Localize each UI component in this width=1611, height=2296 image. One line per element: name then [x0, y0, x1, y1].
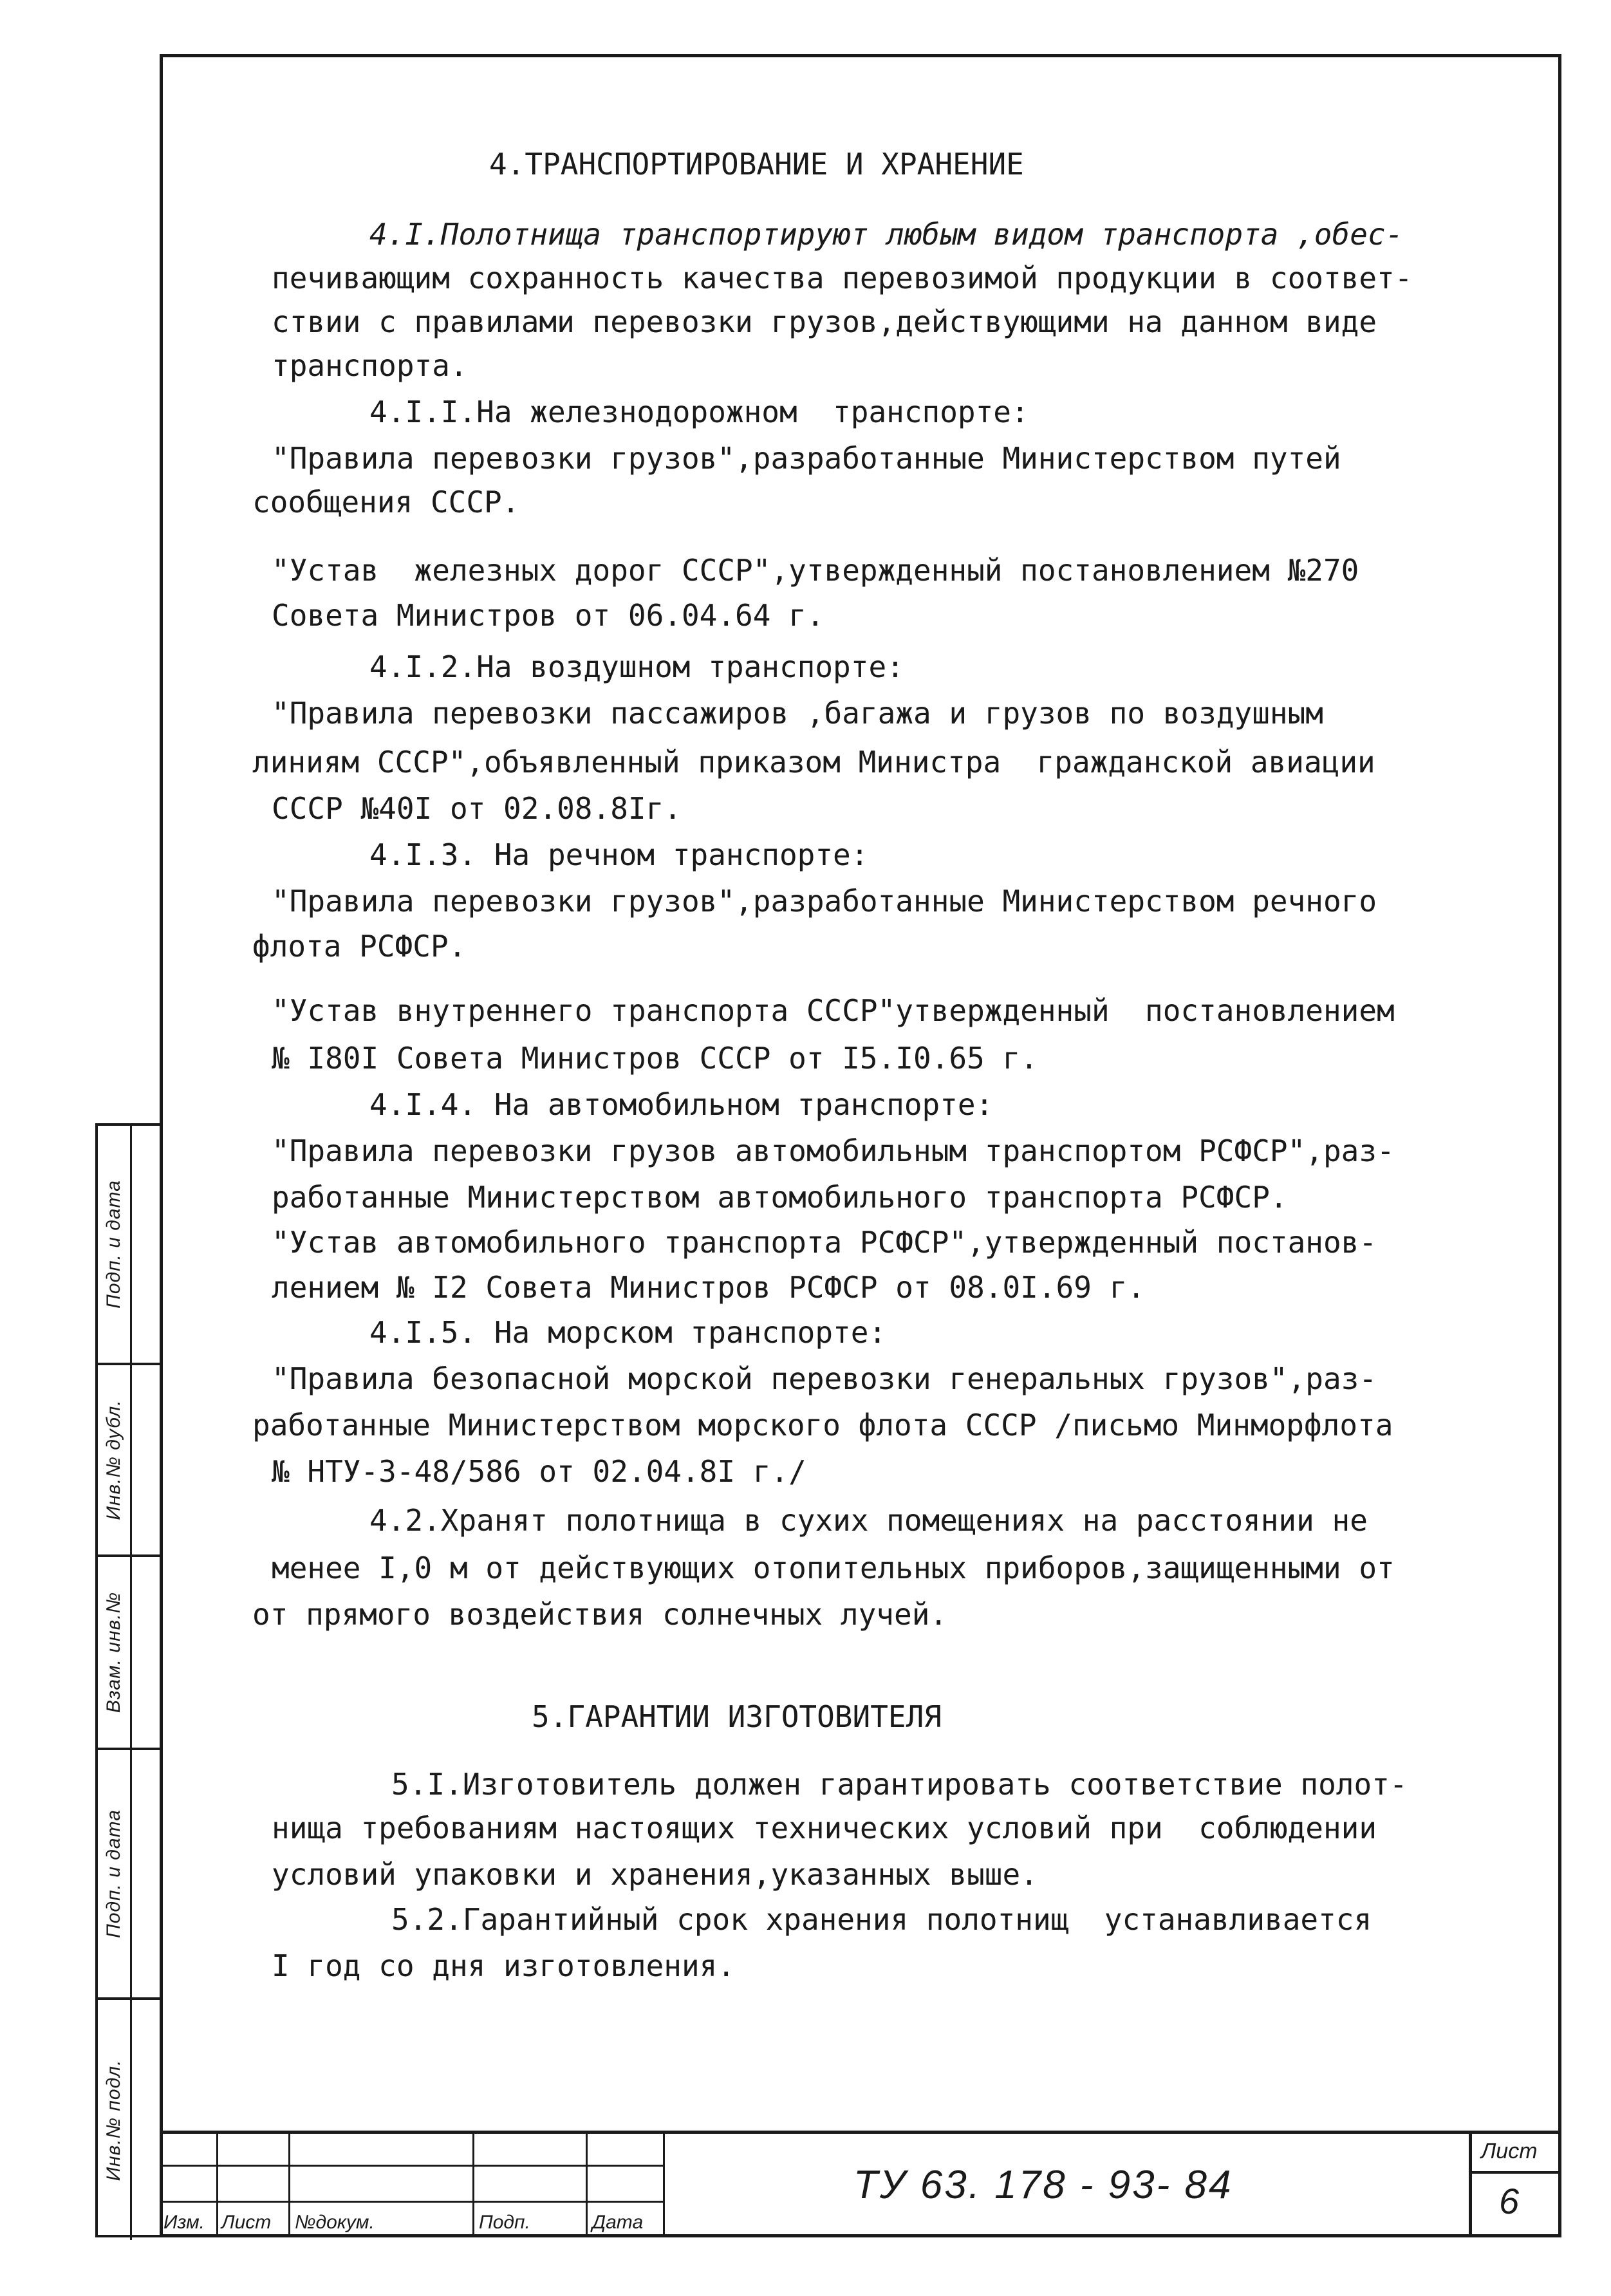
side-cell-replace-inv: [98, 1557, 160, 1750]
paragraph-line: "Правила перевозки грузов автомобильным транспортом РСФСР",раз-: [272, 1134, 1395, 1168]
paragraph-line: менее I,0 м от действующих отопительных приборов,защищенными от: [272, 1551, 1395, 1585]
side-label: Инв.№ дубл.: [103, 1399, 124, 1520]
section-4-heading: 4.ТРАНСПОРТИРОВАНИЕ И ХРАНЕНИЕ: [489, 147, 1024, 182]
section-5-heading: 5.ГАРАНТИИ ИЗГОТОВИТЕЛЯ: [532, 1699, 942, 1734]
side-label: Взам. инв.№: [103, 1591, 124, 1713]
paragraph-line: I год со дня изготовления.: [272, 1948, 736, 1983]
paragraph-line: печивающим сохранность качества перевозимой продукции в соответ-: [272, 261, 1413, 295]
tb-label-date: Дата: [592, 2212, 644, 2233]
paragraph-line: 4.I.4. На автомобильном транспорте:: [369, 1087, 994, 1122]
side-cell-dup-inv: [98, 1365, 160, 1557]
paragraph-line: № I80I Совета Министров СССР от I5.I0.65 г.: [272, 1041, 1038, 1076]
paragraph-line: "Правила перевозки пассажиров ,багажа и грузов по воздушным: [272, 696, 1323, 731]
paragraph-line: 4.I.5. На морском транспорте:: [369, 1315, 887, 1350]
sheet-number: 6: [1499, 2181, 1520, 2221]
paragraph-line: лением № I2 Совета Министров РСФСР от 08.0I.69 г.: [272, 1270, 1146, 1305]
paragraph-line: "Устав железных дорог СССР",утвержденный постановлением №270: [272, 553, 1359, 588]
document-code: ТУ 63. 178 - 93- 84: [853, 2163, 1233, 2207]
paragraph-line: "Устав автомобильного транспорта РСФСР",утвержденный постанов-: [272, 1225, 1377, 1260]
side-label: Подп. и дата: [103, 1180, 124, 1309]
paragraph-line: условий упаковки и хранения,указанных выше.: [272, 1857, 1038, 1892]
side-cell-sign-date-2: [98, 1750, 160, 2000]
paragraph-line: "Правила перевозки грузов",разработанные Министерством путей: [272, 441, 1341, 476]
side-label: Инв.№ подл.: [103, 2059, 124, 2181]
paragraph-line: ствии с правилами перевозки грузов,действующими на данном виде: [272, 304, 1377, 339]
paragraph-line: 4.2.Хранят полотнища в сухих помещениях на расстоянии не: [369, 1503, 1368, 1538]
paragraph-line: "Устав внутреннего транспорта СССР"утвержденный постановлением: [272, 993, 1395, 1028]
paragraph-line: Совета Министров от 06.04.64 г.: [272, 598, 824, 633]
paragraph-line: нища требованиям настоящих технических условий при соблюдении: [272, 1811, 1377, 1845]
paragraph-line: сообщения СССР.: [252, 485, 520, 519]
paragraph-line: № НТУ-3-48/586 от 02.04.8I г./: [272, 1454, 806, 1489]
paragraph-line: от прямого воздействия солнечных лучей.: [252, 1597, 948, 1632]
tb-label-sheet: Лист: [221, 2212, 272, 2233]
paragraph-line: "Правила перевозки грузов",разработанные Министерством речного: [272, 884, 1377, 919]
paragraph-line: СССР №40I от 02.08.8Iг.: [272, 791, 682, 826]
tb-label-change: Изм.: [163, 2212, 205, 2233]
paragraph-line: 4.I.2.На воздушном транспорте:: [369, 649, 904, 684]
paragraph-line: работанные Министерством морского флота СССР /письмо Минморфлота: [252, 1408, 1393, 1442]
paragraph-line: транспорта.: [272, 348, 468, 383]
title-block: [160, 2131, 1561, 2237]
side-cell-orig-inv: [98, 2000, 160, 2240]
paragraph-line: "Правила безопасной морской перевозки генеральных грузов",раз-: [272, 1361, 1377, 1396]
side-label: Подп. и дата: [103, 1809, 124, 1938]
paragraph-line: 5.2.Гарантийный срок хранения полотнищ устанавливается: [391, 1902, 1372, 1937]
tb-label-signature: Подп.: [479, 2212, 530, 2233]
paragraph-line: 4.I.Полотнища транспортируют любым видом транспорта ,обес-: [369, 217, 1404, 252]
paragraph-line: линиям СССР",объявленный приказом Министра гражданской авиации: [252, 745, 1375, 779]
paragraph-line: работанные Министерством автомобильного транспорта РСФСР.: [272, 1180, 1288, 1215]
paragraph-line: 5.I.Изготовитель должен гарантировать соответствие полот-: [391, 1767, 1408, 1802]
sheet-label: Лист: [1481, 2139, 1538, 2163]
paragraph-line: 4.I.3. На речном транспорте:: [369, 837, 869, 872]
side-cell-sign-date-1: [98, 1126, 160, 1365]
paragraph-line: 4.I.I.На железнодорожном транспорте:: [369, 395, 1029, 429]
tb-label-doc-number: №докум.: [295, 2212, 375, 2233]
paragraph-line: флота РСФСР.: [252, 929, 467, 964]
sheet-number-box: [1469, 2134, 1561, 2237]
side-approval-strip: [95, 1123, 160, 2237]
